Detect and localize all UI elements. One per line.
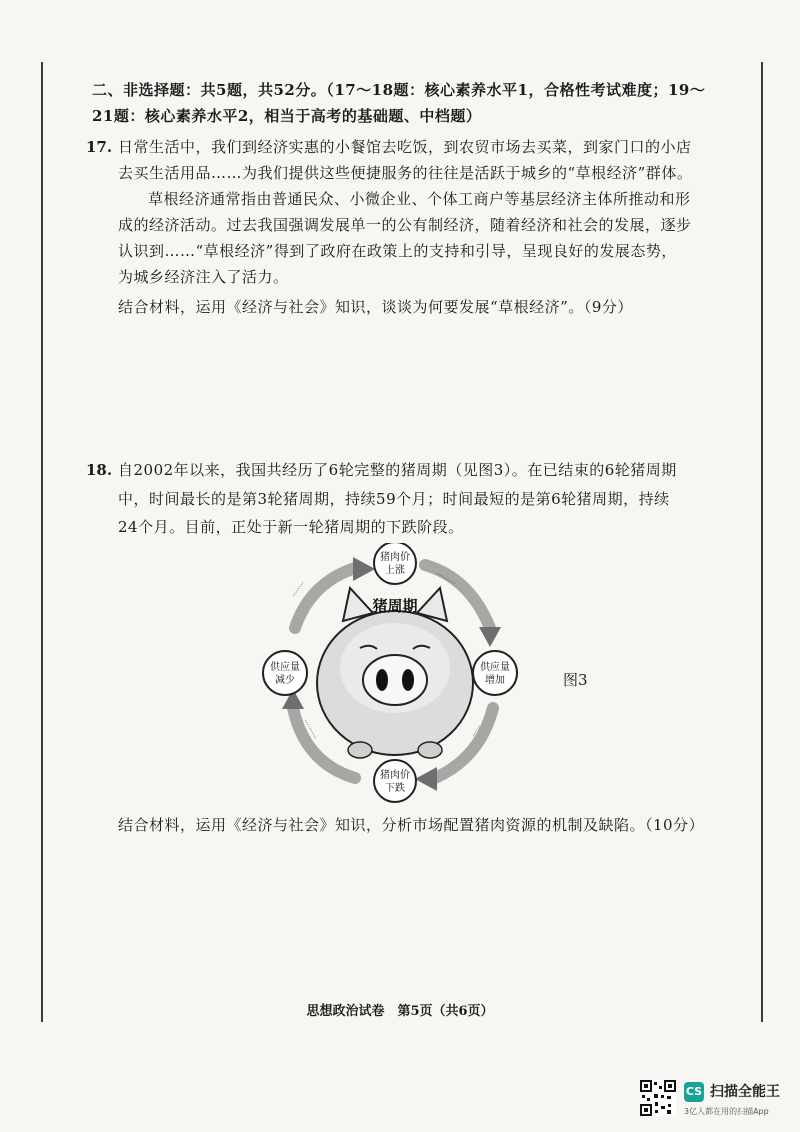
node-price-rise bbox=[374, 543, 416, 584]
svg-text:··········: ·········· bbox=[434, 569, 458, 588]
question-17-line: 日常生活中，我们到经济实惠的小餐馆去吃饭，到农贸市场去买菜，到家门口的小店 bbox=[118, 138, 692, 156]
section-heading-line-1: 二、非选择题：共5题，共52分。（17～18题：核心素养水平1，合格性考试难度；19～ bbox=[92, 81, 706, 99]
question-17-line: 草根经济通常指由普通民众、小微企业、个体工商户等基层经济主体所推动和形 bbox=[148, 190, 691, 208]
question-17-line: 认识到……“草根经济”得到了政府在政策上的支持和引导，呈现良好的发展态势， bbox=[118, 242, 677, 260]
node-price-fall-line-2: 下跌 bbox=[385, 783, 405, 794]
question-18-line: 中，时间最长的是第3轮猪周期，持续59个月；时间最短的是第6轮猪周期，持续 bbox=[118, 490, 670, 508]
pig-cycle-diagram bbox=[255, 543, 535, 803]
qr-code-icon bbox=[640, 1080, 676, 1116]
svg-text:········: ········ bbox=[290, 579, 307, 600]
question-17-line: 为城乡经济注入了活力。 bbox=[118, 268, 289, 286]
node-supply-increase bbox=[473, 651, 517, 695]
node-price-rise-line-2: 上涨 bbox=[385, 565, 405, 576]
node-supply-increase-line-1: 供应量 bbox=[480, 662, 510, 673]
question-17-number: 17. bbox=[86, 138, 113, 156]
node-price-fall bbox=[374, 760, 416, 802]
camscanner-logo-icon: CS bbox=[684, 1082, 704, 1102]
node-supply-increase-line-2: 增加 bbox=[485, 675, 505, 686]
figure-caption: 图3 bbox=[563, 671, 588, 689]
question-18-line: 24个月。目前，正处于新一轮猪周期的下跌阶段。 bbox=[118, 518, 464, 536]
question-17-line: 去买生活用品……为我们提供这些便捷服务的往往是活跃于城乡的“草根经济”群体。 bbox=[118, 164, 693, 182]
node-price-fall-line-1: 猪肉价 bbox=[380, 770, 410, 781]
scanner-app-name: 扫描全能王 bbox=[710, 1084, 780, 1100]
node-supply-decrease-line-1: 供应量 bbox=[270, 662, 300, 673]
svg-text:······: ······ bbox=[469, 723, 484, 739]
question-17-line: 成的经济活动。过去我国强调发展单一的公有制经济，随着经济和社会的发展，逐步 bbox=[118, 216, 692, 234]
question-18-number: 18. bbox=[86, 461, 113, 479]
node-supply-decrease-line-2: 减少 bbox=[275, 675, 295, 686]
page-border-left bbox=[41, 62, 43, 1022]
node-price-rise-line-1: 猪肉价 bbox=[380, 552, 410, 563]
svg-text:··········: ·········· bbox=[301, 718, 320, 742]
page-border-right bbox=[761, 62, 763, 1022]
question-18-prompt: 结合材料，运用《经济与社会》知识，分析市场配置猪肉资源的机制及缺陷。（10分） bbox=[118, 816, 705, 834]
page-footer: 思想政治试卷 第5页（共6页） bbox=[306, 1004, 494, 1019]
diagram-title: 猪周期 bbox=[372, 597, 418, 615]
node-supply-decrease bbox=[263, 651, 307, 695]
section-heading-line-2: 21题：核心素养水平2，相当于高考的基础题、中档题） bbox=[92, 107, 482, 125]
question-17-prompt: 结合材料，运用《经济与社会》知识，谈谈为何要发展“草根经济”。（9分） bbox=[118, 298, 633, 316]
question-18-line: 自2002年以来，我国共经历了6轮完整的猪周期（见图3）。在已结束的6轮猪周期 bbox=[118, 461, 677, 479]
scanner-tagline: 3亿人都在用的扫描App bbox=[684, 1107, 769, 1116]
